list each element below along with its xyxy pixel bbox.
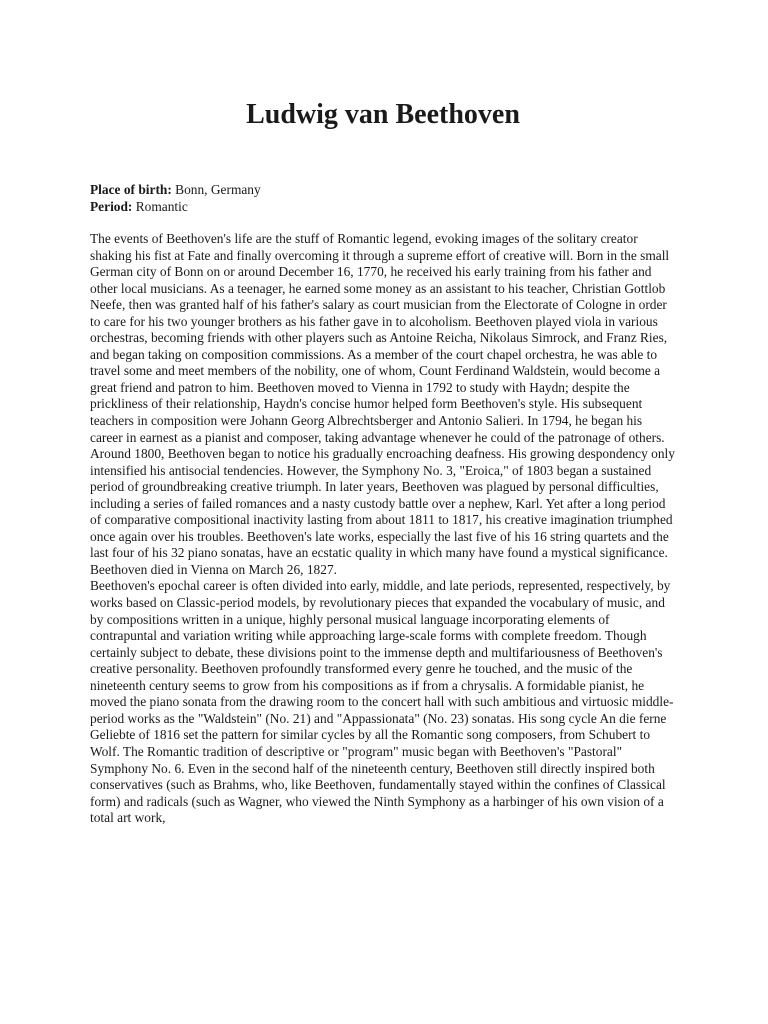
body-paragraph-life: The events of Beethoven's life are the stuff of Romantic legend, evoking images of the solitary creator shaking his fist at Fate and finally overcoming it through a supreme effort of creative will. Born in the small German city of Bonn on or around December 16, 1770, he received his early training from his father and other local musicians. As a teenager, he earned some money as an assistant to his teacher, Christian Gottlob Neefe, then was granted half of his father's salary as court musician from the Electorate of Cologne in order to care for his two younger brothers as his father gave in to alcoholism. Beethoven played viola in various orchestras, becoming friends with other players such as Antoine Reicha, Nikolaus Simrock, and Franz Ries, and began taking on composition commissions. As a member of the court chapel orchestra, he was able to travel some and meet members of the nobility, one of whom, Count Ferdinand Waldstein, would become a great friend and patron to him. Beethoven moved to Vienna in 1792 to study with Haydn; despite the prickliness of their relationship, Haydn's concise humor helped form Beethoven's style. His subsequent teachers in composition were Johann Georg Albrechtsberger and Antonio Salieri. In 1794, he began his career in earnest as a pianist and composer, taking advantage whenever he could of the patronage of others. Around 1800, Beethoven began to notice his gradually encroaching deafness. His growing despondency only intensified his antisocial tendencies. However, the Symphony No. 3, "Eroica," of 1803 began a sustained period of groundbreaking creative triumph. In later years, Beethoven was plagued by personal difficulties, including a series of failed romances and a nasty custody battle over a nephew, Karl. Yet after a long period of comparative compositional inactivity lasting from about 1811 to 1817, his creative imagination triumphed once again over his troubles. Beethoven's late works, especially the last five of his 16 string quartets and the last four of his 32 piano sonatas, have an ecstatic quality in which many have found a mystical significance. Beethoven died in Vienna on March 26, 1827.: [90, 231, 675, 577]
document-page: [90, 98, 676, 827]
period-value: Romantic: [132, 198, 188, 214]
metadata-block: [90, 182, 676, 215]
body-paragraph-career: Beethoven's epochal career is often divided into early, middle, and late periods, represented, respectively, by works based on Classic-period models, by revolutionary pieces that expanded the vocabulary of music, and by compositions written in a unique, highly personal musical language incorporating elements of contrapuntal and variation writing while approaching large-scale forms with complete freedom. Though certainly subject to debate, these divisions point to the immense depth and multifariousness of Beethoven's creative personality. Beethoven profoundly transformed every genre he touched, and the music of the nineteenth century seems to grow from his compositions as if from a chrysalis. A formidable pianist, he moved the piano sonata from the drawing room to the concert hall with such ambitious and virtuosic middle-period works as the "Waldstein" (No. 21) and "Appassionata" (No. 23) sonatas. His song cycle An die ferne Geliebte of 1816 set the pattern for similar cycles by all the Romantic song composers, from Schubert to Wolf. The Romantic tradition of descriptive or "program" music began with Beethoven's "Pastoral" Symphony No. 6. Even in the second half of the nineteenth century, Beethoven still directly inspired both conservatives (such as Brahms, who, like Beethoven, fundamentally stayed within the confines of Classical form) and radicals (such as Wagner, who viewed the Ninth Symphony as a harbinger of his own vision of a total art work,: [90, 578, 674, 826]
birth-line: [90, 182, 676, 199]
period-line: [90, 199, 676, 216]
birth-value: Bonn, Germany: [171, 182, 261, 197]
birth-label: Place of birth:: [90, 182, 172, 197]
page-title: Ludwig van Beethoven: [246, 99, 520, 130]
period-label: Period:: [90, 198, 133, 214]
